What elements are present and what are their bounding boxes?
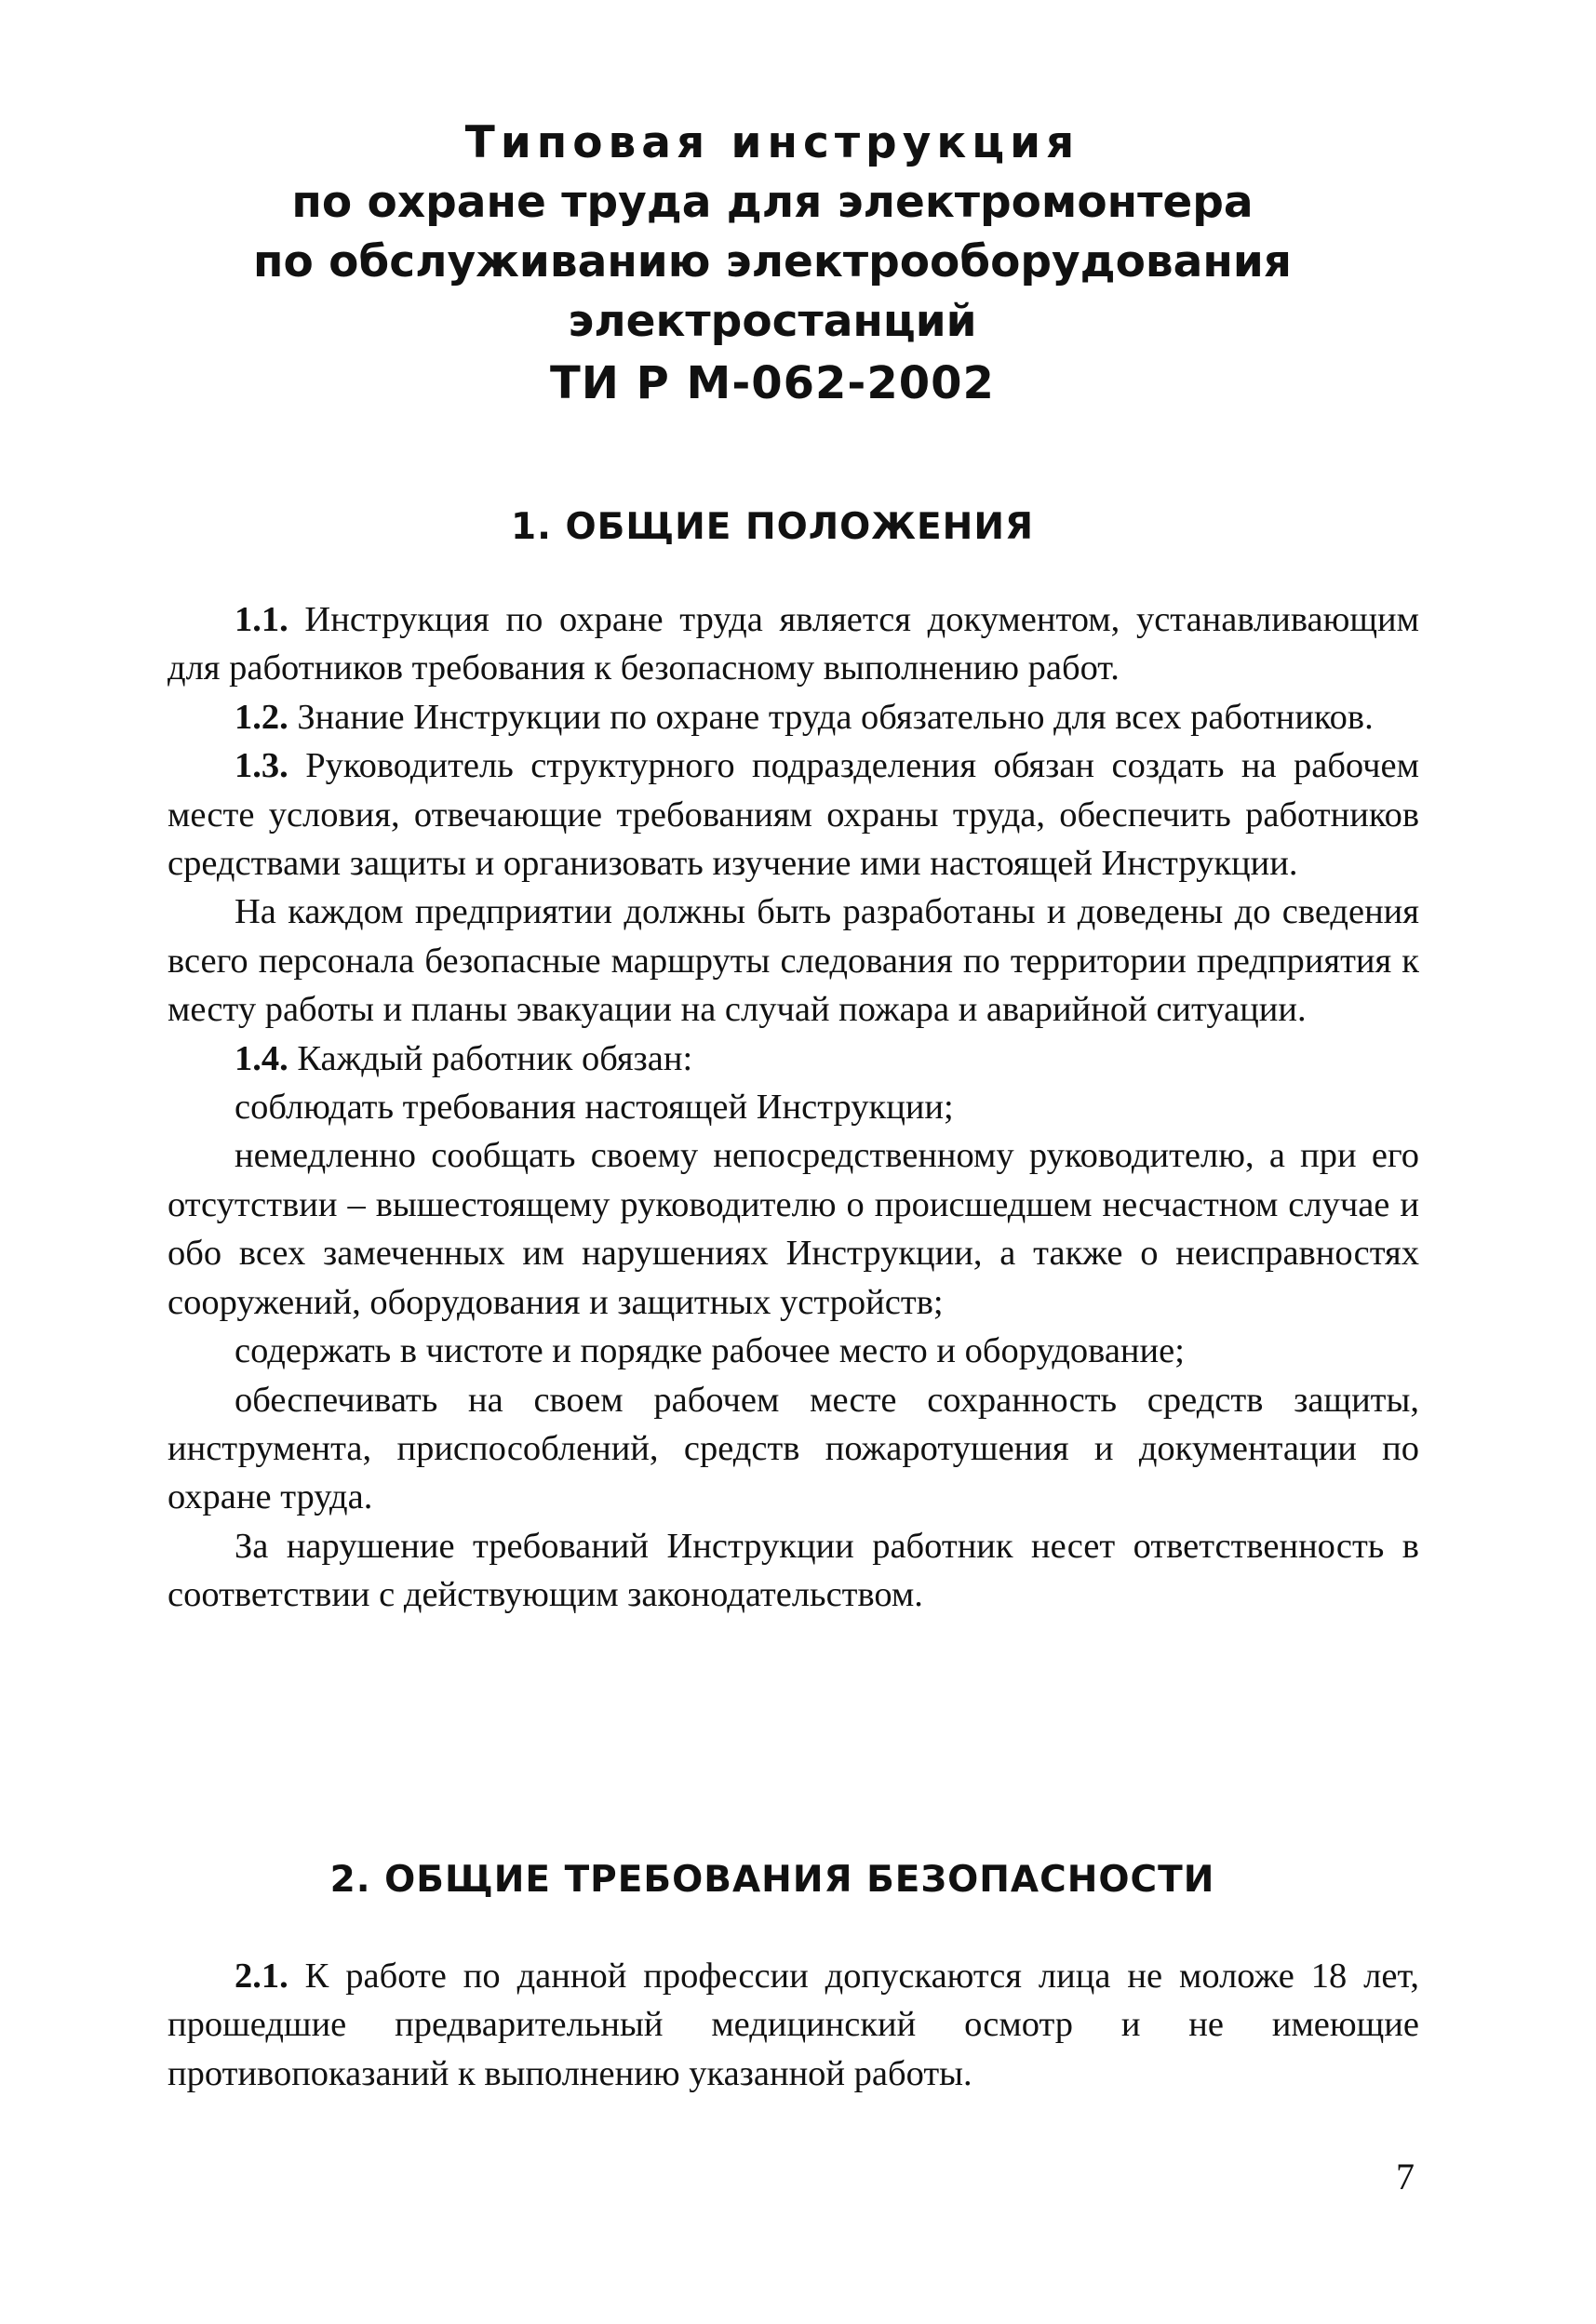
duty-item (168, 1327, 1419, 1375)
paragraph-text: соблюдать требования настоящей Инструкции; (235, 1088, 954, 1128)
paragraph-number: 1.1. (235, 600, 288, 639)
paragraph-text: На каждом предприятии должны быть разработаны и доведены до сведения всего персонала безопасные маршруты следования по территории предприятия к месту работы и планы эвакуации на случай пожара и аварийной ситуации. (168, 892, 1419, 1030)
paragraph-1-3 (168, 741, 1419, 888)
section-1-body (168, 595, 1419, 1620)
paragraph-number: 2.1. (235, 1957, 288, 1996)
paragraph-responsibility (168, 1522, 1419, 1620)
paragraph-text: Инструкция по охране труда является документом, устанавливающим для работников требования к безопасному выполнению работ. (168, 600, 1419, 688)
paragraph-text: Каждый работник обязан: (288, 1038, 693, 1078)
document-title (149, 114, 1396, 352)
duty-item (168, 1131, 1419, 1327)
paragraph-text: За нарушение требований Инструкции работник несет ответственность в соответствии с действующим законодательством. (168, 1526, 1419, 1615)
paragraph-evacuation (168, 888, 1419, 1034)
paragraph-text: немедленно сообщать своему непосредственному руководителю, а при его отсутствии – вышестоящему руководителю о происшедшем несчастном случае и обо всех замеченных им нарушениях Инструкции, а также о неисправностях сооружений, оборудования и защитных устройств; (168, 1136, 1419, 1322)
document-code: ТИ Р М-062-2002 (550, 357, 995, 409)
paragraph-1-2 (168, 693, 1419, 741)
duty-item (168, 1376, 1419, 1522)
paragraph-number: 1.4. (235, 1038, 288, 1078)
title-line-3: по обслуживанию электрооборудования (253, 236, 1292, 287)
paragraph-text: К работе по данной профессии допускаются лица не моложе 18 лет, прошедшие предварительный медицинский осмотр и не имеющие противопоказаний к выполнению указанной работы. (168, 1957, 1419, 2093)
title-line-4: электростанций (568, 296, 977, 347)
section-2-heading: 2. ОБЩИЕ ТРЕБОВАНИЯ БЕЗОПАСНОСТИ (329, 1859, 1215, 1901)
paragraph-1-4 (168, 1035, 1419, 1083)
paragraph-text: Руководитель структурного подразделения обязан создать на рабочем месте условия, отвечающие требованиям охраны труда, обеспечить работников средствами защиты и организовать изучение ими настоящей Инструкции. (168, 746, 1419, 884)
duty-item (168, 1083, 1419, 1131)
paragraph-2-1 (168, 1952, 1419, 2098)
page-number: 7 (1396, 2156, 1415, 2197)
section-2-body (168, 1952, 1419, 2098)
paragraph-text: Знание Инструкции по охране труда обязательно для всех работников. (288, 697, 1374, 737)
paragraph-number: 1.3. (235, 746, 288, 786)
title-line-2: по охране труда для электромонтера (291, 177, 1254, 228)
paragraph-text: содержать в чистоте и порядке рабочее место и оборудование; (235, 1331, 1185, 1371)
title-line-1: Типовая инструкция (464, 117, 1080, 168)
paragraph-1-1 (168, 595, 1419, 693)
paragraph-number: 1.2. (235, 697, 288, 737)
paragraph-text: обеспечивать на своем рабочем месте сохранность средств защиты, инструмента, приспособлений, средств пожаротушения и документации по охране труда. (168, 1380, 1419, 1517)
section-1-heading: 1. ОБЩИЕ ПОЛОЖЕНИЯ (510, 506, 1034, 548)
